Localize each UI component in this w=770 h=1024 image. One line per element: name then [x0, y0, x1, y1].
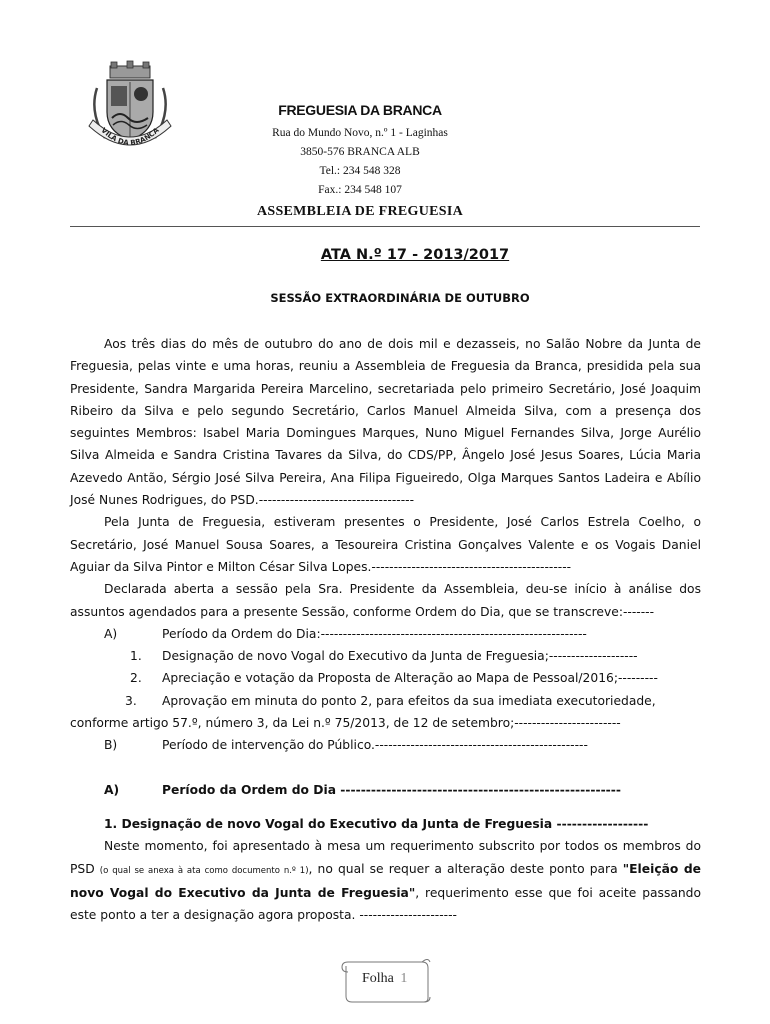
agenda-item-3-continued: conforme artigo 57.º, número 3, da Lei n.º 75/2013, de 12 de setembro;------------------------: [70, 716, 621, 731]
agenda-item-1: 1. Designação de novo Vogal do Executivo da Junta de Freguesia;--------------------: [130, 649, 638, 664]
ata-title: ATA N.º 17 - 2013/2017: [320, 247, 510, 263]
assembly-title: ASSEMBLEIA DE FREGUESIA: [256, 204, 464, 219]
agenda-item-3: 3. Aprovação em minuta do ponto 2, para efeitos da sua imediata executoriedade,: [125, 693, 656, 708]
session-title: SESSÃO EXTRAORDINÁRIA DE OUTUBRO: [270, 291, 530, 305]
folha-label: Folha: [362, 971, 394, 986]
page-number: 1: [400, 971, 408, 986]
coat-of-arms-logo: [75, 60, 185, 160]
page-footer: [340, 954, 432, 1006]
address-line-1: Rua do Mundo Novo, n.º 1 - Laginhas: [272, 127, 448, 139]
paragraph-opening: Declarada aberta a sessão pela Sra. Presidente da Assembleia, deu-se início à análise dos assuntos agendados para a presente Sessão, conforme Ordem do Dia, que se transcreve:-------: [70, 582, 701, 619]
annex-note: (o qual se anexa à ata como documento n.º 1): [99, 865, 309, 876]
document-body: [70, 333, 701, 926]
paragraph-junta: Pela Junta de Freguesia, estiveram presentes o Presidente, José Carlos Estrela Coelho, o Secretário, José Manuel Sousa Soares, a Tesoureira Cristina Gonçalves Valente e os Vogais Daniel Aguiar da Silva Pintor e Milton César Silva Lopes.---------------------------------------------: [70, 515, 701, 574]
header-divider: [70, 226, 700, 227]
paragraph-attendance: Aos três dias do mês de outubro do ano de dois mil e dezasseis, no Salão Nobre da Junta de Freguesia, pelas vinte e uma horas, reuniu a Assembleia de Freguesia da Branca, presidida pela sua Presidente, Sandra Margarida Pereira Marcelino, secretariada pelo primeiro Secretário, José Joaquim Ribeiro da Silva e pelo segundo Secretário, Carlos Manuel Almeida Silva, com a presença dos seguintes Membros: Isabel Maria Domingues Marques, Nuno Miguel Fernandes Silva, Jorge Aurélio Silva Almeida e Sandra Cristina Tavares da Silva, do CDS/PP, Ângelo José Jesus Soares, Lúcia Maria Azevedo Antão, Sérgio José Silva Pereira, Ana Filipa Figueiredo, Olga Marques Santos Ladeira e Abílio José Nunes Rodrigues, do PSD.-----------------------------------: [70, 337, 701, 508]
agenda-item-2: 2. Apreciação e votação da Proposta de Alteração ao Mapa de Pessoal/2016;---------: [130, 671, 658, 686]
section-a-heading: A) Período da Ordem do Dia -------------------------------------------------------: [104, 782, 621, 797]
organization-name: FREGUESIA DA BRANCA: [278, 102, 442, 118]
subsection-1-heading: 1. Designação de novo Vogal do Executivo da Junta de Freguesia ------------------: [104, 816, 649, 831]
agenda-item-b: B) Período de intervenção do Público.------------------------------------------------: [104, 738, 588, 753]
telephone: Tel.: 234 548 328: [319, 165, 401, 177]
agenda-item-a: A) Período da Ordem do Dia:------------------------------------------------------------: [104, 626, 587, 641]
address-line-2: 3850-576 BRANCA ALB: [300, 146, 420, 158]
fax: Fax.: 234 548 107: [318, 184, 402, 196]
paragraph-requirement: Neste momento, foi apresentado à mesa um requerimento subscrito por todos os membros do PSD (o qual se anexa à ata como documento n.º 1), no qual se requer a alteração deste ponto para "Eleição de novo Vogal do Executivo da Junta de Freguesia", requerimento esse que foi aceite passando este ponto a ter a designação agora proposta. ----------------------: [70, 839, 702, 923]
proposed-designation: "Eleição de novo Vogal do Executivo da Junta de Freguesia": [70, 861, 701, 900]
crest-motto: VILA DA BRANCA: [99, 126, 161, 148]
